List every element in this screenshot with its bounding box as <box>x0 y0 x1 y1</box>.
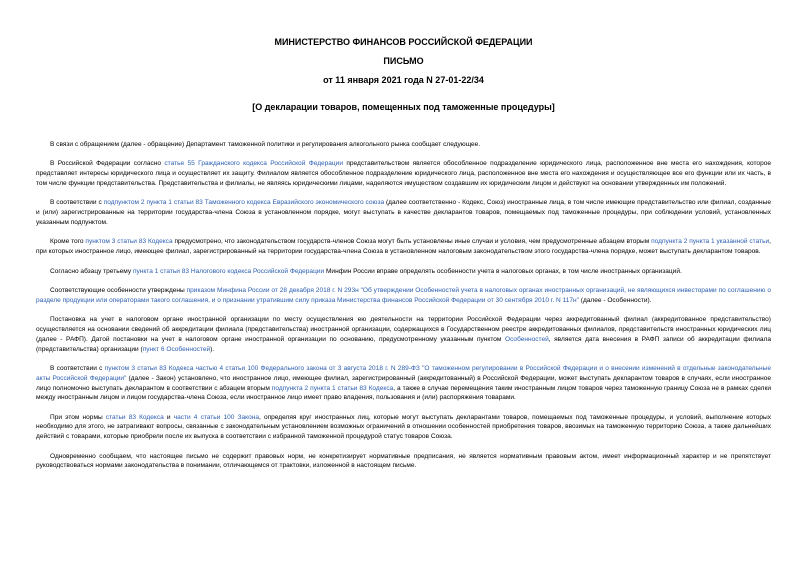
document-type: ПИСЬМО <box>383 56 424 66</box>
link-minfin-order-293n[interactable]: приказом Минфина России от 28 декабря 2018 г. N 293н "Об утверждении Особенностей учета в налоговых органах иностранных организаций, не являющихся инвесторами по соглашению о разделе продукции или операторами такого соглашения, и о признании утратившим силу приказа Министерства финансов Российской Федерации от 30 сентября 2010 г. N 117н" <box>36 286 771 304</box>
document-subject: [О декларации товаров, помещенных под таможенные процедуры] <box>252 102 555 112</box>
text: Согласно абзацу третьему <box>50 267 133 275</box>
link-tax-code-article-83[interactable]: пункта 1 статьи 83 Налогового кодекса Российской Федерации <box>132 267 325 275</box>
text: Кроме того <box>50 238 86 246</box>
link-law-article-100-part-4[interactable]: части 4 статьи 100 Закона <box>173 413 259 421</box>
text: (далее - Закон) установлено, что иностранное лицо, имеющее филиал, зарегистрированный (аккредитованный) в Российской Федерации, может выступать декларантом товаров в случаях, если иностранное лицо полномочно выступать декларантом в соответствии с абзацем вторым <box>36 374 771 392</box>
link-code-article-83-point-3[interactable]: пунктом 3 статьи 83 Кодекса <box>85 238 173 246</box>
text: Соответствующие особенности утверждены <box>50 286 187 294</box>
paragraph-8 <box>36 364 771 403</box>
text: , определяя круг иностранных лиц, которые могут выступать декларантами товаров, помещаемых под таможенные процедуры, и условий, выполнение которых необходимо для этого, не затрагивают вопросы, связанные с законодательным установлением возможных ограничений в отношении особенностей приобретения товаров, ввозимых на таможенную территорию Союза, а также дальнейших действий с товарами, которые приобрели после их выпуска в соответствии с избранной таможенной процедурой статус товаров Союза. <box>36 413 772 441</box>
text: В соответствии с <box>50 199 104 207</box>
text: предусмотрено, что законодательством государств-членов Союза могут быть установлены иные случаи и условия, чем предусмотренные абзацем вторым <box>172 238 652 246</box>
document-date-number: от 11 января 2021 года N 27-01-22/34 <box>323 75 484 85</box>
text: , при которых иностранное лицо, имеющее филиал, зарегистрированный на территории государства-члена Союза в установленном налоговым законодательством этого государства-члена порядке, может выступать декларантом товаров. <box>36 238 771 256</box>
paragraph-7 <box>36 315 771 354</box>
paragraph-1: В связи с обращением (далее - обращение) Департамент таможенной политики и регулирования алкогольного рынка сообщает следующее. <box>50 141 481 148</box>
text: представительством является обособленное подразделение юридического лица, расположенное вне места его нахождения, которое представляет интересы юридического лица и осуществляет их защиту. Филиалом является обособленное подразделение юридического лица, расположенное вне места его нахождения и осуществляющее все его функции или их часть, в том числе функции представительства. Представительства и филиалы, не являясь юридическими лицами, наделяются имуществом создавшим их юридическим лицом и действуют на основании утвержденных им положений. <box>36 160 771 187</box>
paragraph-9 <box>36 413 771 442</box>
text: Минфин России вправе определять особенности учета в налоговых органах, в том числе иностранных организаций. <box>324 267 682 275</box>
paragraph-5 <box>36 267 771 277</box>
text: ). <box>210 345 215 353</box>
text: , является дата внесения в РАФП записи об аккредитации филиала (представительства) организации ( <box>36 335 772 353</box>
paragraph-3 <box>36 198 771 227</box>
text: и <box>163 413 174 421</box>
paragraph-10: Одновременно сообщаем, что настоящее письмо не содержит правовых норм, не конкретизирует нормативные предписания, не является нормативным правовым актом, имеет информационный характер и не препятствует руководствоваться нормами законодательства в понимании, отличающемся от трактовки, изложенной в настоящем письме. <box>36 452 771 470</box>
text: В Российской Федерации согласно <box>50 160 165 168</box>
link-subpoint-2-point-1[interactable]: подпункта 2 пункта 1 указанной статьи <box>651 238 770 246</box>
paragraph-6 <box>36 286 771 306</box>
text: Постановка на учет в налоговом органе иностранной организации по месту осуществления ею деятельности на территории Российской Федерации через аккредитованный филиал (аккредитованное представительство) осуществляется на основании сведений об аккредитации филиала (представительства) иностранной организации, содержащихся в Государственном реестре аккредитованных филиалов, представительств иностранных юридических лиц (далее - РАФП). Датой постановки на учет в налоговом органе иностранной организации по основанию, предусмотренному указанным пунктом <box>36 316 771 343</box>
link-civil-code-article-55[interactable]: статье 55 Гражданского кодекса Российской Федерации <box>164 160 343 168</box>
link-features-point-6[interactable]: пункт 6 Особенностей <box>142 345 211 353</box>
text: При этом нормы <box>50 413 106 421</box>
document-body <box>36 140 771 481</box>
paragraph-2 <box>36 159 771 188</box>
text: (далее - Особенности). <box>578 296 652 304</box>
paragraph-4 <box>36 237 771 257</box>
link-code-subpoint-2-point-1-article-83[interactable]: подпункта 2 пункта 1 статьи 83 Кодекса <box>271 384 394 392</box>
link-federal-law-289fz[interactable]: пунктом 3 статьи 83 Кодекса частью 4 статьи 100 Федерального закона от 3 августа 2018 г. N 289-ФЗ "О таможенном регулировании в Российской Федерации и о внесении изменений в отдельные законодательные акты Российской Федерации" <box>36 364 771 382</box>
link-features[interactable]: Особенностей <box>504 335 549 343</box>
text: , а также в случае перемещения таким иностранным лицом товаров через таможенную границу Союза не в рамках сделки между иностранным лицом и лицом государства-члена Союза, если иностранное лицо имеет право владения, пользования и (или) распоряжения товарами. <box>36 384 771 402</box>
text: В соответствии с <box>50 364 105 372</box>
link-customs-code-article-83[interactable]: подпунктом 2 пункта 1 статьи 83 Таможенного кодекса Евразийского экономического союза <box>103 199 385 207</box>
ministry-title: МИНИСТЕРСТВО ФИНАНСОВ РОССИЙСКОЙ ФЕДЕРАЦИИ <box>274 37 533 47</box>
text: (далее соответственно - Кодекс, Союз) иностранные лица, в том числе имеющие представительство или филиал, созданные и (или) зарегистрированные на территории государства-члена Союза в установленном порядке, могут выступать в качестве декларантов товаров, помещаемых под таможенные процедуры, при соблюдении условий, установленных указанным подпунктом. <box>36 199 771 226</box>
link-code-article-83[interactable]: статьи 83 Кодекса <box>105 413 164 421</box>
